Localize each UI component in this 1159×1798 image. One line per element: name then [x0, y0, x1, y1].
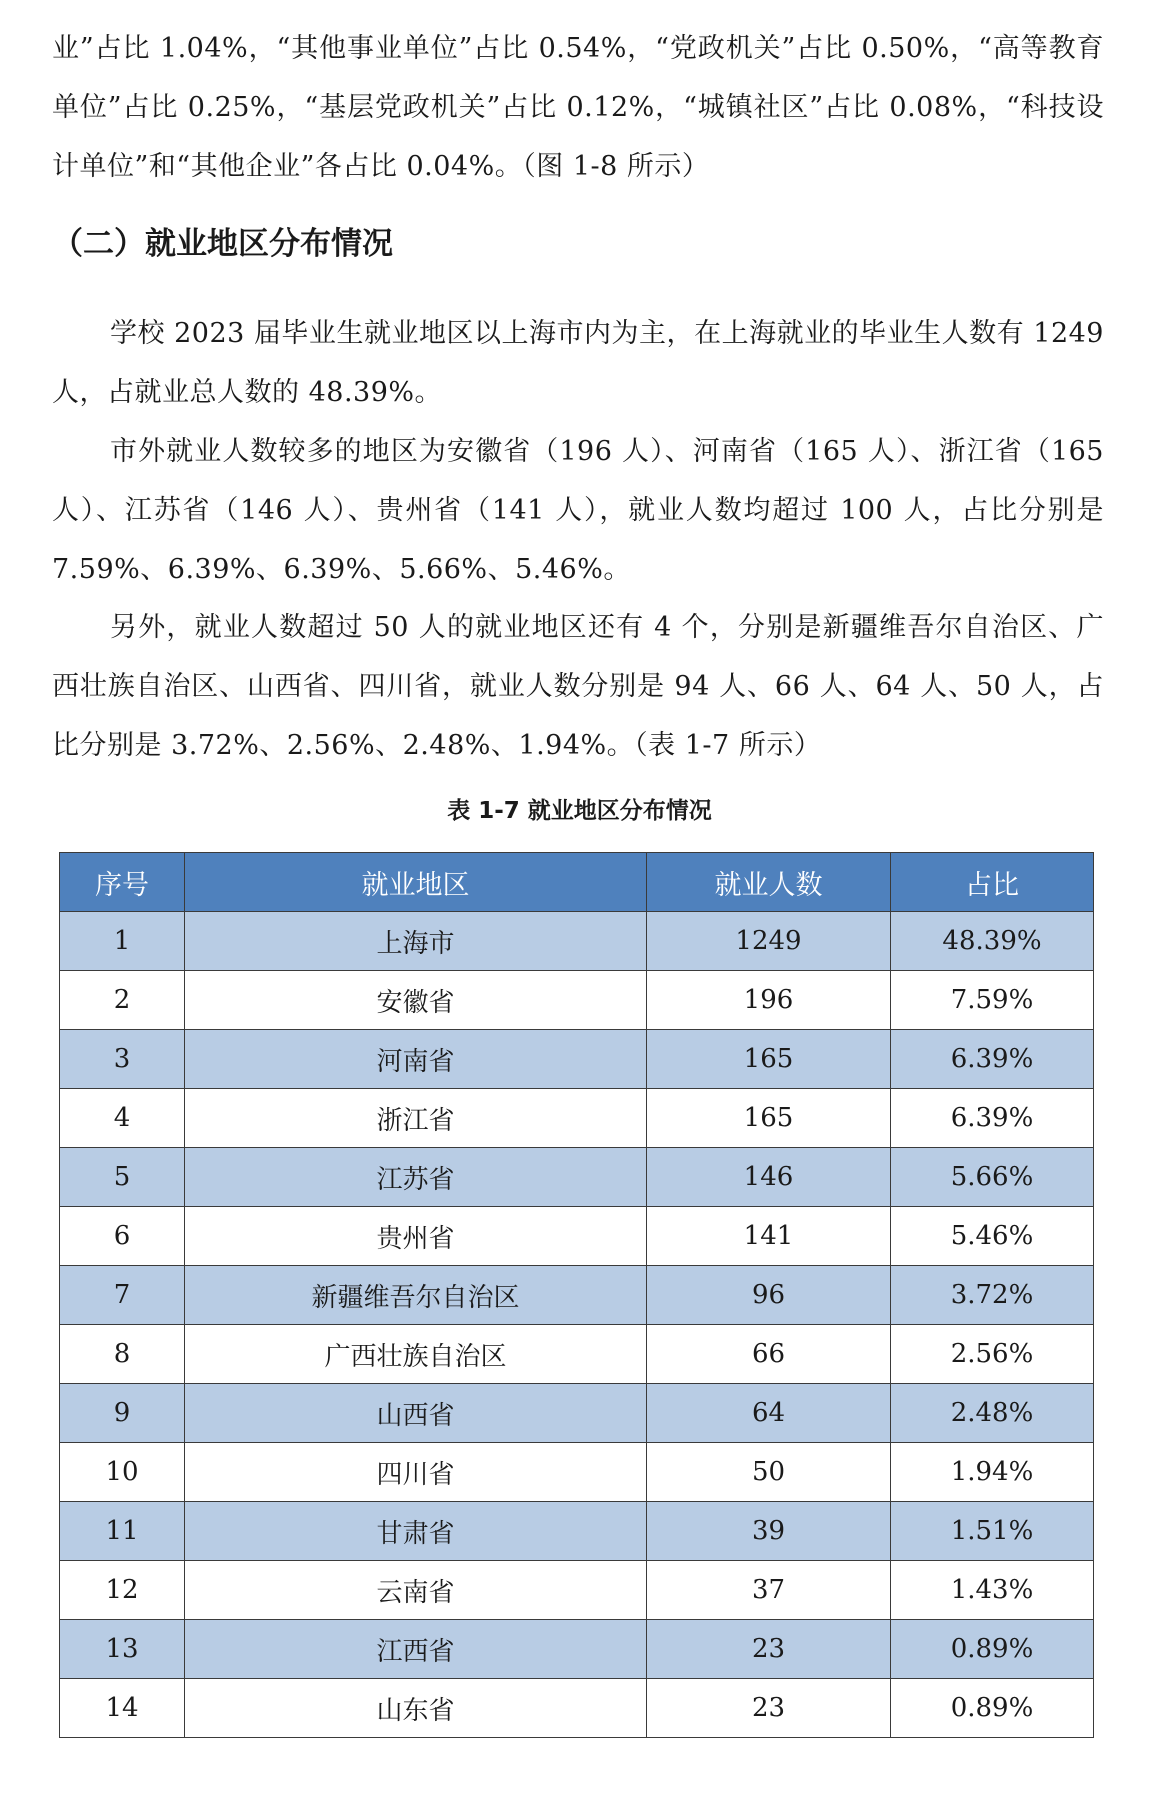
table-row — [60, 1620, 1094, 1679]
table-row — [60, 1148, 1094, 1207]
cell-count: 196 — [647, 971, 891, 1030]
cell-index: 13 — [60, 1620, 185, 1679]
cell-ratio: 48.39% — [891, 912, 1094, 971]
table-caption: 表 1-7 就业地区分布情况 — [447, 798, 712, 824]
cell-region: 山东省 — [185, 1679, 647, 1738]
cell-region: 江苏省 — [185, 1148, 647, 1207]
cell-region: 河南省 — [185, 1030, 647, 1089]
cell-ratio: 1.43% — [891, 1561, 1094, 1620]
cell-region: 云南省 — [185, 1561, 647, 1620]
cell-count: 23 — [647, 1679, 891, 1738]
cell-ratio: 6.39% — [891, 1030, 1094, 1089]
paragraph-shanghai-summary: 学校 2023 届毕业生就业地区以上海市内为主，在上海就业的毕业生人数有 1249 人，占就业总人数的 48.39%。 — [52, 318, 1104, 408]
paragraph-employer-type-ratios: 业”占比 1.04%，“其他事业单位”占比 0.54%，“党政机关”占比 0.50%，“高等教育单位”占比 0.25%，“基层党政机关”占比 0.12%，“城镇社区”占比 0.08%，“科技设计单位”和“其他企业”各占比 0.04%。（图 1-8 所示） — [52, 33, 1104, 182]
cell-count: 64 — [647, 1384, 891, 1443]
cell-region: 安徽省 — [185, 971, 647, 1030]
cell-count: 23 — [647, 1620, 891, 1679]
cell-index: 8 — [60, 1325, 185, 1384]
cell-index: 5 — [60, 1148, 185, 1207]
table-row — [60, 1384, 1094, 1443]
cell-index: 10 — [60, 1443, 185, 1502]
table-row — [60, 1207, 1094, 1266]
cell-count: 96 — [647, 1266, 891, 1325]
table-body — [60, 912, 1094, 1738]
table-row — [60, 1443, 1094, 1502]
cell-region: 上海市 — [185, 912, 647, 971]
table-header-row — [60, 853, 1094, 912]
cell-index: 3 — [60, 1030, 185, 1089]
cell-ratio: 1.51% — [891, 1502, 1094, 1561]
cell-index: 2 — [60, 971, 185, 1030]
cell-count: 165 — [647, 1030, 891, 1089]
header-index: 序号 — [60, 853, 185, 912]
cell-region: 四川省 — [185, 1443, 647, 1502]
table-row — [60, 912, 1094, 971]
cell-ratio: 6.39% — [891, 1089, 1094, 1148]
cell-count: 39 — [647, 1502, 891, 1561]
cell-count: 165 — [647, 1089, 891, 1148]
table-row — [60, 1266, 1094, 1325]
cell-index: 12 — [60, 1561, 185, 1620]
cell-index: 9 — [60, 1384, 185, 1443]
header-region: 就业地区 — [185, 853, 647, 912]
paragraph-outside-regions: 市外就业人数较多的地区为安徽省（196 人）、河南省（165 人）、浙江省（165 人）、江苏省（146 人）、贵州省（141 人），就业人数均超过 100 人，占比分别是 7.59%、6.39%、6.39%、5.66%、5.46%。 — [52, 436, 1104, 585]
cell-index: 11 — [60, 1502, 185, 1561]
header-ratio: 占比 — [891, 853, 1094, 912]
cell-region: 江西省 — [185, 1620, 647, 1679]
cell-index: 1 — [60, 912, 185, 971]
cell-ratio: 2.48% — [891, 1384, 1094, 1443]
table-row — [60, 1561, 1094, 1620]
cell-region: 新疆维吾尔自治区 — [185, 1266, 647, 1325]
table-row — [60, 1325, 1094, 1384]
cell-count: 141 — [647, 1207, 891, 1266]
cell-region: 山西省 — [185, 1384, 647, 1443]
table-row — [60, 1089, 1094, 1148]
cell-index: 6 — [60, 1207, 185, 1266]
cell-count: 1249 — [647, 912, 891, 971]
cell-ratio: 0.89% — [891, 1620, 1094, 1679]
cell-ratio: 2.56% — [891, 1325, 1094, 1384]
cell-count: 37 — [647, 1561, 891, 1620]
table-row — [60, 971, 1094, 1030]
paragraph-other-regions: 另外，就业人数超过 50 人的就业地区还有 4 个，分别是新疆维吾尔自治区、广西壮族自治区、山西省、四川省，就业人数分别是 94 人、66 人、64 人、50 人，占比分别是 3.72%、2.56%、2.48%、1.94%。（表 1-7 所示） — [52, 612, 1104, 761]
header-count: 就业人数 — [647, 853, 891, 912]
cell-ratio: 1.94% — [891, 1443, 1094, 1502]
cell-ratio: 0.89% — [891, 1679, 1094, 1738]
cell-ratio: 3.72% — [891, 1266, 1094, 1325]
cell-count: 50 — [647, 1443, 891, 1502]
cell-ratio: 5.66% — [891, 1148, 1094, 1207]
cell-index: 14 — [60, 1679, 185, 1738]
cell-index: 4 — [60, 1089, 185, 1148]
cell-region: 贵州省 — [185, 1207, 647, 1266]
cell-region: 广西壮族自治区 — [185, 1325, 647, 1384]
cell-ratio: 7.59% — [891, 971, 1094, 1030]
region-distribution-table — [59, 852, 1094, 1738]
section-heading: （二）就业地区分布情况 — [52, 226, 393, 262]
table-row — [60, 1030, 1094, 1089]
cell-count: 146 — [647, 1148, 891, 1207]
cell-region: 浙江省 — [185, 1089, 647, 1148]
cell-index: 7 — [60, 1266, 185, 1325]
cell-region: 甘肃省 — [185, 1502, 647, 1561]
table-row — [60, 1502, 1094, 1561]
cell-ratio: 5.46% — [891, 1207, 1094, 1266]
cell-count: 66 — [647, 1325, 891, 1384]
table-row — [60, 1679, 1094, 1738]
